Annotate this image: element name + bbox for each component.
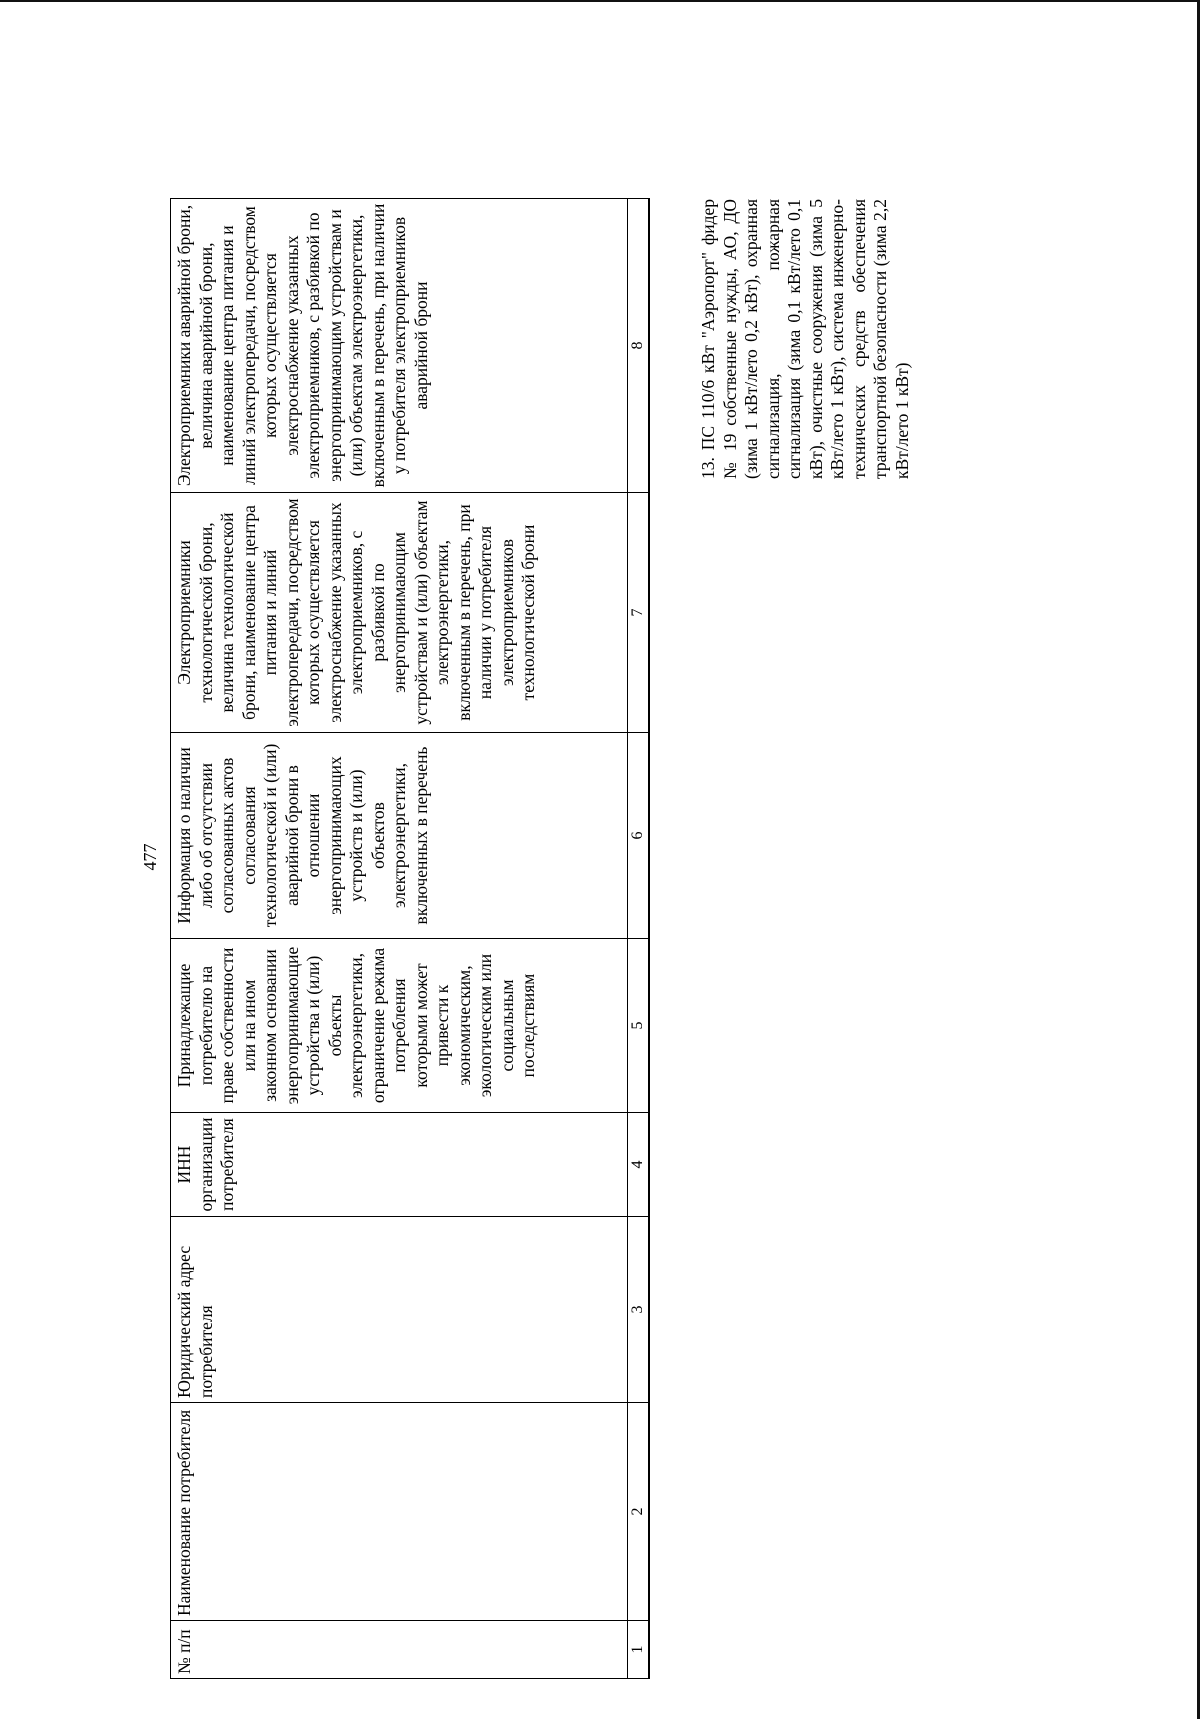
column-number: 5 [628,939,650,1113]
header-cell: Электроприемники технологической брони, величина технологической брони, наименование центра питания и линий электропередачи, посредством которых осуществляется электроснабжение указанных электроприемников, с разбивкой по энергопринимающим устройствам и (или) объектам электроэнергетики, включенным в перечень, при наличии у потребителя электроприемников технологической брони [171,493,628,733]
column-number: 7 [628,493,650,733]
column-number: 1 [628,1621,650,1679]
column-number: 2 [628,1403,650,1621]
header-cell: Наименование потребителя [171,1403,628,1621]
header-cell: Принадлежащие потребителю на праве собственности или на ином законном основании энергопринимающие устройства и (или) объекты электроэнергетики, ограничение режима потребления которыми может привести к экономическим, экологическим или социальным последствиям [171,939,628,1113]
table-header-row [171,199,628,1679]
column-number: 8 [628,199,650,493]
header-cell: ИНН организации потребителя [171,1113,628,1217]
header-cell: Информация о наличии либо об отсутствии согласованных актов согласования технологической и (или) аварийной брони в отношении энергопринимающих устройств и (или) объектов электроэнергетики, включенных в перечень [171,733,628,939]
header-cell: № п/п [171,1621,628,1679]
column-number: 6 [628,733,650,939]
column-number-row [628,199,650,1679]
header-cell: Юридический адрес потребителя [171,1217,628,1403]
consumer-table [170,198,650,1679]
page-number: 477 [140,843,160,871]
column-number: 3 [628,1217,650,1403]
entry-13-text: 13. ПС 110/6 кВт "Аэропорт" фидер № 19 собственные нужды, АО, ДО (зима 1 кВт/лето 0,2 кВт), охранная сигнализация, пожарная сигнализация (зима 0,1 кВт/лето 0,1 кВт), очистные сооружения (зима 5 кВт/лето 1 кВт), система инженерно-технических средств обеспечения транспортной безопасности (зима 2,2 кВт/лето 1 кВт) [698,199,912,479]
header-cell: Электроприемники аварийной брони, величина аварийной брони, наименование центра питания и линий электропередачи, посредством которых осуществляется электроснабжение указанных электроприемников, с разбивкой по энергопринимающим устройствам и (или) объектам электроэнергетики, включенным в перечень, при наличии у потребителя электроприемников аварийной брони [171,199,628,493]
column-number: 4 [628,1113,650,1217]
